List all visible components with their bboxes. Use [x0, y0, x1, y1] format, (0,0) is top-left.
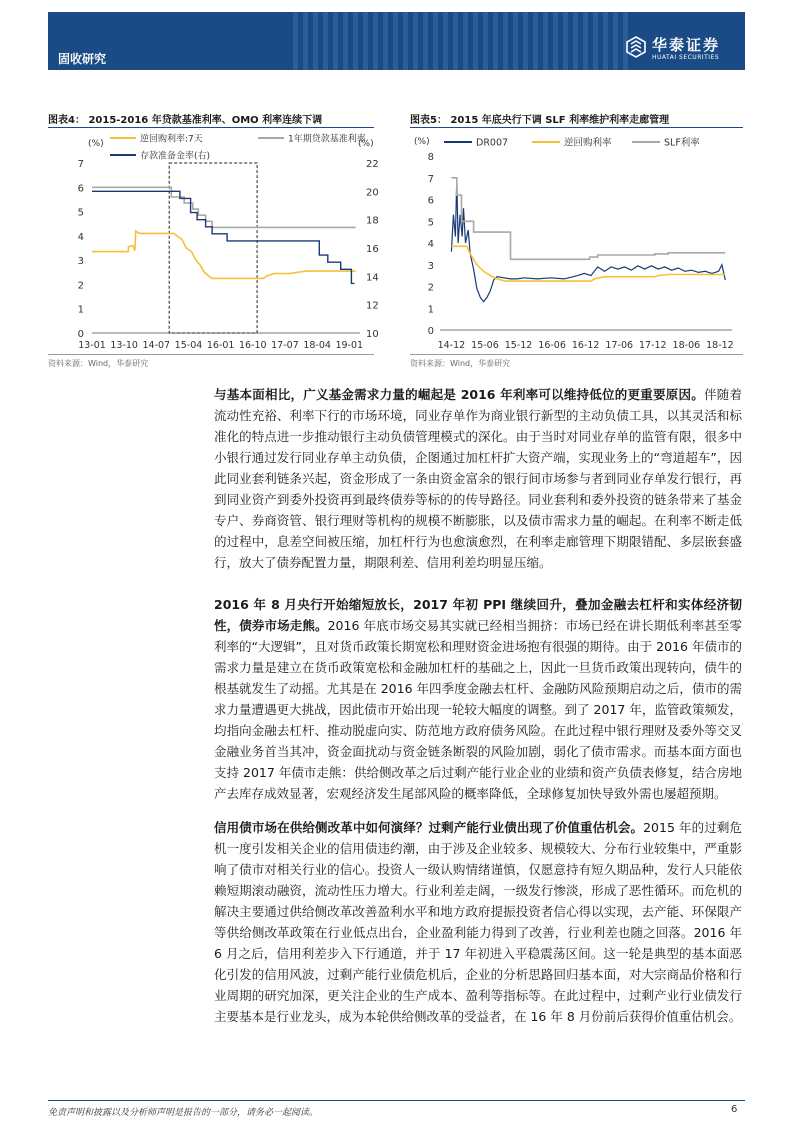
figure-4-source: 资料来源：Wind，华泰研究	[48, 359, 149, 368]
logo-english-name: HUATAI SECURITIES	[652, 54, 720, 61]
header-stripe	[363, 12, 368, 70]
x-tick-label: 17-06	[605, 340, 634, 351]
footer-rule	[48, 1100, 745, 1101]
logo-chinese-name: 华泰证券	[652, 36, 721, 54]
x-tick-label: 16-06	[538, 340, 566, 351]
header-stripe	[313, 12, 318, 70]
huatai-logo	[625, 34, 735, 66]
figure-5-source: 资料来源：Wind，华泰研究	[410, 359, 511, 368]
header-stripe	[353, 12, 358, 70]
header-stripe	[563, 12, 568, 70]
paragraph-2-text: 2016 年底市场交易其实就已经相当拥挤：市场已经在讲长期低利率甚至零利率的“大逻辑”，且对货币政策长期宽松和理财资金进场抱有很强的期待。由于 2016 年债市的需求力量是建立在货币政策宽松和金融加杠杆的基础之上，因此一旦货币政策出现转向，债牛的根基就发生了动摇。尤其是在 2016 年四季度金融去杠杆、金融防风险预期启动之后，债市的需求力量遭遇更大挑战，因此债市开始出现一轮较大幅度的调整。到了 2017 年，监管政策频发，均指向金融去杠杆、推动脱虚向实、防范地方政府债务风险。在此过程中银行理财及委外等交叉金融业务首当其冲，资金面扰动与资金链条断裂的风险加剧，弱化了债市需求。而基本面方面也支持 2017 年债市走熊：供给侧改革之后过剩产能行业企业的业绩和资产负债表修复，结合房地产去库存成效显著，宏观经济发生尾部风险的概率降低，全球修复加快导致外需也屡超预期。	[214, 618, 742, 801]
header-stripe-pattern	[293, 12, 623, 70]
header-stripe	[503, 12, 508, 70]
x-tick-label: 16-01	[206, 340, 235, 351]
legend-label: 存款准备金率(右)	[140, 151, 211, 162]
series-line-3	[92, 191, 354, 283]
huatai-logo-icon	[625, 36, 647, 58]
paragraph-1-lead: 与基本面相比，广义基金需求力量的崛起是 2016 年利率可以维持低位的更重要原因。	[214, 387, 704, 402]
y-right-tick-label: 10	[366, 329, 379, 340]
x-tick-label: 19-01	[335, 340, 364, 351]
x-tick-label: 15-12	[504, 340, 533, 351]
legend-label: SLF利率	[664, 137, 700, 149]
figure-5-chart	[410, 128, 743, 356]
legend-label: 逆回购利率	[564, 137, 612, 149]
y-left-tick-label: 6	[77, 183, 84, 195]
header-stripe	[443, 12, 448, 70]
y-left-unit: (%)	[88, 139, 104, 149]
x-tick-label: 18-12	[706, 340, 734, 351]
y-left-tick-label: 0	[77, 329, 84, 340]
paragraph-3-lead: 信用债市场在供给侧改革中如何演绎？过剩产能行业债出现了价值重估机会。	[214, 820, 644, 835]
figure-4-title: 图表4： 2015-2016 年贷款基准利率、OMO 利率连续下调	[48, 115, 323, 126]
header-stripe	[533, 12, 538, 70]
x-tick-label: 17-12	[638, 340, 667, 351]
x-tick-label: 13-01	[78, 340, 106, 351]
header-stripe	[483, 12, 488, 70]
header-stripe	[333, 12, 338, 70]
header-stripe	[593, 12, 598, 70]
header-stripe	[573, 12, 578, 70]
y-right-tick-label: 14	[366, 272, 379, 284]
legend-label: DR007	[476, 137, 509, 149]
figure-5-title: 图表5： 2015 年底央行下调 SLF 利率维护利率走廊管理	[410, 115, 670, 126]
paragraph-1-text: 伴随着流动性充裕、利率下行的市场环境，同业存单作为商业银行新型的主动负债工具，以其灵活和标准化的特点进一步推动银行主动负债管理模式的深化。由于当时对同业存单的监管有限，很多中小银行通过发行同业存单主动负债，企图通过加杠杆扩大资产端，实现业务上的“弯道超车”，因此同业套利链条兴起，资金形成了一条由资金富余的银行间市场参与者到同业存单发行银行，再到同业资产到委外投资再到最终债券等标的的传导路径。同业套利和委外投资的链条带来了基金专户、券商资管、银行理财等机构的规模不断膨胀，以及债市需求力量的崛起。在利率不断走低的过程中，息差空间被压缩，加杠杆行为也愈演愈烈，在利率走廊管理下期限错配、多层嵌套盛行，放大了债券配置力量，期限利差、信用利差均明显压缩。	[214, 387, 742, 570]
header-stripe	[433, 12, 438, 70]
legend-label: 逆回购利率:7天	[140, 134, 203, 145]
header-stripe	[613, 12, 618, 70]
y-right-tick-label: 16	[366, 244, 379, 255]
y-right-tick-label: 18	[366, 215, 379, 227]
y-tick-label: 0	[427, 326, 434, 337]
y-tick-label: 1	[427, 304, 434, 316]
figure-5-source-rule	[410, 354, 743, 355]
y-right-tick-label: 20	[366, 187, 379, 199]
x-tick-label: 15-06	[471, 340, 499, 351]
x-tick-label: 16-12	[571, 340, 600, 351]
highlight-box	[169, 163, 257, 333]
series-line-1	[451, 178, 725, 302]
x-tick-label: 18-04	[303, 340, 331, 351]
header-stripe	[373, 12, 378, 70]
x-tick-label: 17-07	[271, 340, 299, 351]
footer-disclaimer: 免责声明和披露以及分析师声明是报告的一部分，请务必一起阅读。	[48, 1108, 319, 1118]
header-stripe	[343, 12, 348, 70]
figure-4-chart-svg	[48, 128, 379, 356]
y-tick-label: 2	[427, 282, 434, 294]
header-stripe	[383, 12, 388, 70]
y-left-tick-label: 1	[77, 304, 84, 316]
y-left-tick-label: 7	[77, 159, 84, 170]
header-stripe	[583, 12, 588, 70]
header-stripe	[513, 12, 518, 70]
paragraph-3-text: 2015 年的过剩危机一度引发相关企业的信用债违约潮，由于涉及企业较多、规模较大、分布行业较集中，严重影响了债市对相关行业的信心。投资人一级认购情绪谨慎，仅愿意持有短久期品种，发行人只能依赖短期滚动融资，流动性压力增大。行业利差走阔，一级发行惨淡，形成了恶性循环。而危机的解决主要通过供给侧改革改善盈利水平和地方政府提振投资者信心得以实现，去产能、环保限产等供给侧改革政策在行业低点出台，企业盈利能力得到了改善，行业利差也随之回落。2016 年 6 月之后，信用利差步入下行通道，并于 17 年初进入平稳震荡区间。这一轮是典型的基本面恶化引发的信用风波，过剩产能行业债危机后，企业的分析思路回归基本面，对大宗商品价格和行业周期的研究加深，更关注企业的生产成本、盈利等指标等。在此过程中，过剩产业行业债发行主要基本是行业龙头，成为本轮供给侧改革的受益者，在 16 年 8 月份前后获得价值重估机会。	[214, 820, 742, 1024]
body-paragraph-2	[214, 594, 742, 804]
y-left-tick-label: 3	[77, 256, 84, 268]
y-tick-label: 6	[427, 195, 434, 207]
series-line-2	[451, 246, 725, 281]
y-right-unit: (%)	[358, 139, 374, 149]
x-tick-label: 13-10	[110, 340, 138, 351]
body-paragraph-3	[214, 817, 742, 1027]
header-stripe	[423, 12, 428, 70]
figure-4-source-rule	[48, 354, 374, 355]
y-left-tick-label: 5	[77, 207, 84, 219]
header-stripe	[403, 12, 408, 70]
series-line-3	[451, 178, 725, 259]
x-tick-label: 18-06	[672, 340, 701, 351]
section-label: 固收研究	[58, 52, 107, 66]
y-left-tick-label: 2	[77, 280, 84, 292]
header-stripe	[303, 12, 308, 70]
y-unit: (%)	[414, 137, 430, 147]
x-tick-label: 16-10	[238, 340, 267, 351]
header-stripe	[453, 12, 458, 70]
series-line-1	[92, 231, 356, 278]
legend-label: 1年期贷款基准利率	[288, 134, 366, 145]
header-stripe	[493, 12, 498, 70]
page-number: 6	[731, 1104, 738, 1115]
header-stripe	[463, 12, 468, 70]
y-tick-label: 4	[427, 239, 434, 250]
x-tick-label: 14-07	[142, 340, 171, 351]
y-tick-label: 8	[427, 152, 434, 163]
figure-4-chart	[48, 128, 379, 356]
header-stripe	[413, 12, 418, 70]
header-stripe	[523, 12, 528, 70]
header-stripe	[323, 12, 328, 70]
y-right-tick-label: 22	[366, 159, 379, 170]
report-header-bar	[48, 12, 745, 70]
y-tick-label: 7	[427, 173, 434, 185]
y-tick-label: 3	[427, 260, 434, 272]
body-paragraph-1	[214, 384, 742, 573]
header-stripe	[473, 12, 478, 70]
y-left-tick-label: 4	[77, 231, 84, 243]
header-stripe	[603, 12, 608, 70]
header-stripe	[293, 12, 298, 70]
y-right-tick-label: 12	[366, 300, 379, 312]
paragraph-2-lead: 2016 年 8 月央行开始缩短放长，2017 年初 PPI 继续回升，叠加金融去杠杆和实体经济韧性，债券市场走熊。	[214, 597, 742, 633]
figure-5-chart-svg	[410, 128, 743, 356]
x-tick-label: 14-12	[437, 340, 466, 351]
series-line-2	[92, 187, 356, 227]
x-tick-label: 15-04	[174, 340, 203, 351]
header-stripe	[553, 12, 558, 70]
header-stripe	[393, 12, 398, 70]
header-stripe	[543, 12, 548, 70]
y-tick-label: 5	[427, 217, 434, 229]
